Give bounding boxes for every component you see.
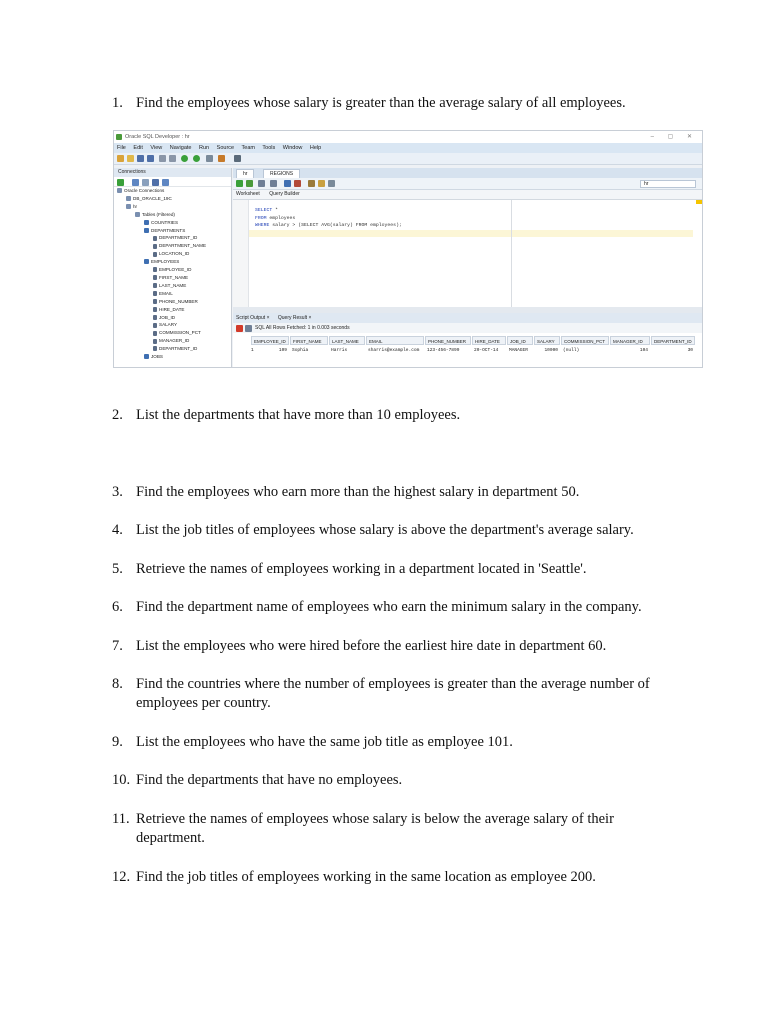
tree-node[interactable]: [114, 306, 231, 314]
question-number: 4.: [112, 522, 123, 538]
result-toolbar: [233, 323, 702, 333]
editor-tabbar: [233, 168, 702, 178]
tree-node-label: EMPLOYEE_ID: [159, 267, 192, 273]
result-status: SQL All Rows Fetched: 1 in 0.003 seconds: [255, 325, 350, 331]
grid-cell[interactable]: Sophia: [292, 348, 309, 353]
tree-node-label: DEPARTMENTS: [151, 227, 186, 233]
column-icon: [153, 331, 157, 336]
filter-icon[interactable]: [142, 179, 149, 186]
grid-column-header[interactable]: JOB_ID: [507, 336, 533, 345]
run-script-icon[interactable]: [246, 180, 253, 187]
question-number: 5.: [112, 561, 123, 577]
column-icon: [153, 244, 157, 249]
tree-node-label: LAST_NAME: [159, 282, 187, 288]
clear-icon[interactable]: [318, 180, 325, 187]
question-number: 10.: [112, 772, 131, 788]
column-icon: [153, 346, 157, 351]
menu-view[interactable]: View: [150, 145, 163, 151]
add-connection-icon[interactable]: [117, 179, 124, 186]
connections-tree: [114, 187, 231, 361]
result-grid: [233, 333, 702, 367]
tree-node[interactable]: [114, 282, 231, 290]
window-controls[interactable]: – ▢ ✕: [650, 134, 698, 140]
tree-node-label: HIRE_DATE: [159, 306, 185, 312]
folder-icon: [126, 204, 131, 209]
question-text: Retrieve the names of employees working in a department located in 'Seattle'.: [136, 561, 587, 577]
menu-run[interactable]: Run: [199, 145, 210, 151]
db-icon[interactable]: [218, 155, 225, 162]
menu-source[interactable]: Source: [216, 145, 235, 151]
run-statement-icon[interactable]: [236, 180, 243, 187]
question-text: List the employees who were hired before the earliest hire date in department 60.: [136, 638, 607, 654]
rollback-icon[interactable]: [294, 180, 301, 187]
column-icon: [153, 275, 157, 280]
worksheet-tabs: [233, 190, 702, 199]
column-icon: [153, 299, 157, 304]
menu-window[interactable]: Window: [282, 145, 303, 151]
grid-column-header[interactable]: FIRST_NAME: [290, 336, 328, 345]
grid-row-number: 1: [251, 348, 254, 353]
connection-select[interactable]: hr: [640, 180, 696, 188]
grid-cell[interactable]: MANAGER: [509, 348, 528, 353]
autotrace-icon[interactable]: [258, 180, 265, 187]
new-icon[interactable]: [117, 155, 124, 162]
tree-node-label: DEPARTMENT_ID: [159, 346, 198, 352]
menu-edit[interactable]: Edit: [133, 145, 143, 151]
tab-hr[interactable]: hr: [236, 169, 254, 178]
grid-cell[interactable]: Harris: [331, 348, 348, 353]
tree-node[interactable]: [114, 211, 231, 219]
grid-data-row[interactable]: [233, 346, 702, 355]
column-icon: [153, 252, 157, 257]
tree-node[interactable]: [114, 195, 231, 203]
menu-file[interactable]: File: [117, 145, 126, 151]
grid-cell[interactable]: 30: [687, 348, 693, 353]
open-icon[interactable]: [127, 155, 134, 162]
column-icon: [153, 291, 157, 296]
tree-node[interactable]: [114, 258, 231, 266]
sql-code: [255, 207, 402, 230]
grid-cell[interactable]: (null): [563, 348, 580, 353]
sql-line-1: SELECT *: [255, 208, 279, 213]
import-icon[interactable]: [162, 179, 169, 186]
tree-node-label: LOCATION_ID: [159, 251, 190, 257]
table-icon: [144, 354, 149, 359]
commit-icon[interactable]: [284, 180, 291, 187]
menu-tools[interactable]: Tools: [262, 145, 276, 151]
question-text: Find the job titles of employees working in the same location as employee 200.: [136, 869, 596, 885]
tab-query-result[interactable]: Query Result ×: [277, 315, 312, 321]
tree-node-label: SALARY: [159, 322, 178, 328]
editor-gutter: [233, 200, 249, 307]
tree-node[interactable]: [114, 187, 231, 195]
window-titlebar: [114, 131, 702, 143]
question-number: 1.: [112, 95, 123, 111]
question-text: List the job titles of employees whose salary is above the department's average salary.: [136, 522, 634, 538]
schema-icon[interactable]: [152, 179, 159, 186]
tree-node-label: MANAGER_ID: [159, 338, 190, 344]
save-icon[interactable]: [137, 155, 144, 162]
tree-node[interactable]: [114, 337, 231, 345]
menu-navigate[interactable]: Navigate: [169, 145, 192, 151]
question-number: 3.: [112, 484, 123, 500]
question-number: 11.: [112, 811, 130, 827]
grid-column-header[interactable]: EMAIL: [366, 336, 424, 345]
tree-node-label: DEPARTMENT_NAME: [159, 243, 207, 249]
tree-node[interactable]: [114, 314, 231, 322]
app-icon: [116, 134, 122, 140]
grid-cell[interactable]: sharris@example.com: [368, 348, 420, 353]
tree-node[interactable]: [114, 250, 231, 258]
column-icon: [153, 283, 157, 288]
tab-worksheet[interactable]: Worksheet: [236, 191, 260, 197]
pin-icon[interactable]: [236, 325, 243, 332]
history-icon[interactable]: [328, 180, 335, 187]
sql-line-3: WHERE salary > (SELECT AVG(salary) FROM employees);: [255, 223, 402, 228]
question-number: 7.: [112, 638, 123, 654]
format-icon[interactable]: [308, 180, 315, 187]
connections-toolbar: [114, 177, 231, 187]
tree-node[interactable]: [114, 345, 231, 353]
connections-panel: [114, 168, 232, 367]
question-text: List the employees who have the same job title as employee 101.: [136, 734, 513, 750]
back-icon[interactable]: [181, 155, 188, 162]
tree-node-label: hr: [133, 203, 138, 209]
question-text: Find the countries where the number of employees is greater than the average number of employees per country.: [136, 676, 650, 711]
question-number: 8.: [112, 676, 123, 692]
question-text: Retrieve the names of employees whose salary is below the average salary of their department.: [136, 811, 614, 846]
tree-node-label: COUNTRIES: [151, 219, 179, 225]
tree-node-label: JOB_ID: [159, 314, 176, 320]
undo-icon[interactable]: [159, 155, 166, 162]
monitor-icon[interactable]: [234, 155, 241, 162]
tree-node[interactable]: [114, 234, 231, 242]
tree-node[interactable]: [114, 274, 231, 282]
question-text: Find the departments that have no employees.: [136, 772, 403, 788]
current-line-highlight: [249, 230, 693, 237]
worksheet-toolbar: [233, 178, 702, 190]
tree-node[interactable]: [114, 290, 231, 298]
sql-developer-screenshot: [113, 130, 703, 368]
tree-node-label: Tables (Filtered): [142, 211, 175, 217]
menu-help[interactable]: Help: [309, 145, 322, 151]
refresh-icon[interactable]: [132, 179, 139, 186]
grid-column-header[interactable]: HIRE_DATE: [472, 336, 506, 345]
question-text: Find the employees whose salary is greater than the average salary of all employees.: [136, 95, 626, 111]
table-icon: [144, 259, 149, 264]
column-icon: [153, 323, 157, 328]
tree-node-label: EMPLOYEES: [151, 259, 180, 265]
tree-node-label: DEPARTMENT_ID: [159, 235, 198, 241]
tree-node-label: PHONE_NUMBER: [159, 298, 198, 304]
grid-cell[interactable]: 104: [639, 348, 648, 353]
save-all-icon[interactable]: [147, 155, 154, 162]
tree-node[interactable]: [114, 329, 231, 337]
folder-icon: [117, 188, 122, 193]
table-icon: [144, 228, 149, 233]
folder-icon: [135, 212, 140, 217]
editor-margin-line: [511, 200, 512, 307]
tree-node[interactable]: [114, 227, 231, 235]
tab-regions[interactable]: REGIONS: [263, 169, 300, 178]
tree-node[interactable]: [114, 242, 231, 250]
grid-column-header[interactable]: DEPARTMENT_ID: [651, 336, 695, 345]
explain-icon[interactable]: [270, 180, 277, 187]
output-tabs: [233, 313, 702, 323]
grid-column-header[interactable]: EMPLOYEE_ID: [251, 336, 289, 345]
menu-bar: [114, 143, 702, 153]
grid-header-row: [233, 336, 702, 345]
grid-column-header[interactable]: COMMISSION_PCT: [561, 336, 609, 345]
tree-node[interactable]: [114, 203, 231, 211]
sql-icon[interactable]: [206, 155, 213, 162]
tree-node-label: JOBS: [151, 354, 163, 360]
tree-node-label: DB_ORACLE_19C: [133, 195, 172, 201]
tree-node-label: Oracle Connections: [124, 188, 165, 193]
column-icon: [153, 339, 157, 344]
main-toolbar: [114, 153, 702, 165]
grid-cell[interactable]: 123-456-7899: [427, 348, 460, 353]
grid-cell[interactable]: 20-OCT-14: [474, 348, 499, 353]
question-text: Find the department name of employees who earn the minimum salary in the company.: [136, 599, 642, 615]
question-number: 9.: [112, 734, 123, 750]
question-text: Find the employees who earn more than the highest salary in department 50.: [136, 484, 580, 500]
table-icon: [144, 220, 149, 225]
tab-script-output[interactable]: Script Output ×: [236, 315, 270, 321]
tree-node[interactable]: [114, 219, 231, 227]
grid-column-header[interactable]: LAST_NAME: [329, 336, 365, 345]
question-number: 12.: [112, 869, 131, 885]
sql-line-2: FROM employees: [255, 215, 296, 221]
tree-node-label: EMAIL: [159, 290, 173, 296]
forward-icon[interactable]: [193, 155, 200, 162]
tree-node[interactable]: [114, 321, 231, 329]
column-icon: [153, 267, 157, 272]
print-icon[interactable]: [245, 325, 252, 332]
grid-column-header[interactable]: SALARY: [534, 336, 560, 345]
column-icon: [153, 307, 157, 312]
tree-node[interactable]: [114, 353, 231, 361]
warning-marker: [696, 200, 702, 204]
question-number: 6.: [112, 599, 123, 615]
window-title: Oracle SQL Developer : hr: [125, 134, 190, 140]
question-number: 2.: [112, 407, 123, 423]
folder-icon: [126, 196, 131, 201]
grid-cell[interactable]: 109: [278, 348, 287, 353]
column-icon: [153, 236, 157, 241]
redo-icon[interactable]: [169, 155, 176, 162]
tree-node[interactable]: [114, 298, 231, 306]
question-text: List the departments that have more than 10 employees.: [136, 407, 461, 423]
tree-node-label: COMMISSION_PCT: [159, 330, 201, 336]
column-icon: [153, 315, 157, 320]
tree-node-label: FIRST_NAME: [159, 274, 189, 280]
tree-node[interactable]: [114, 266, 231, 274]
grid-column-header[interactable]: PHONE_NUMBER: [425, 336, 471, 345]
grid-cell[interactable]: 10000: [544, 348, 558, 353]
menu-team[interactable]: Team: [241, 145, 255, 151]
sql-editor[interactable]: [233, 199, 702, 307]
tab-query-builder[interactable]: Query Builder: [269, 191, 300, 197]
grid-column-header[interactable]: MANAGER_ID: [610, 336, 650, 345]
connections-header: Connections: [114, 168, 231, 177]
